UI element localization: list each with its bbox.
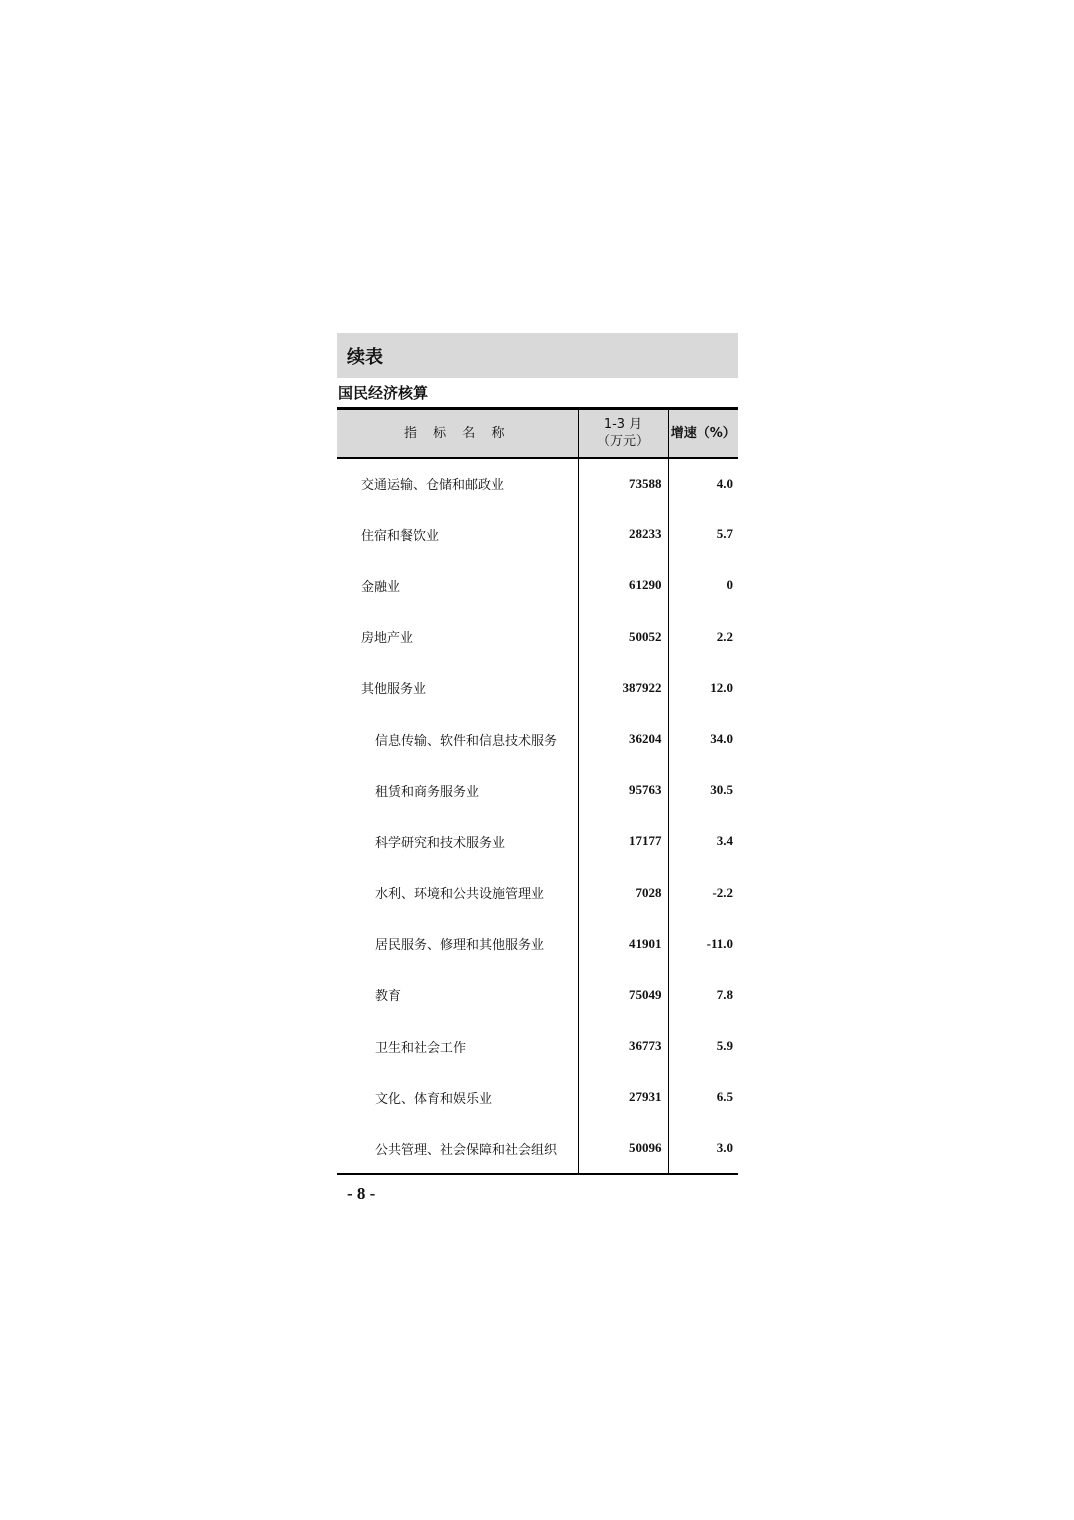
row-indicator-name: 信息传输、软件和信息技术服务: [375, 733, 558, 749]
header-value-unit: （万元）: [596, 434, 649, 450]
row-growth-rate: -2.2: [668, 867, 738, 918]
row-growth-rate: 6.5: [668, 1072, 738, 1123]
row-indicator-name: 水利、环境和公共设施管理业: [375, 887, 545, 903]
table-header-row: [337, 409, 738, 458]
table-row: [337, 1123, 738, 1174]
row-value: 387922: [578, 662, 668, 713]
row-indicator-name: 居民服务、修理和其他服务业: [375, 938, 545, 954]
header-indicator-name: 指 标 名 称: [337, 409, 578, 458]
row-growth-rate: 2.2: [668, 611, 738, 662]
row-value: 50096: [578, 1123, 668, 1174]
row-value: 41901: [578, 918, 668, 969]
row-indicator-name: 公共管理、社会保障和社会组织: [337, 1123, 578, 1174]
row-value: 28233: [578, 509, 668, 560]
table-row: [337, 867, 738, 918]
row-indicator-name: 住宿和餐饮业: [361, 528, 440, 544]
row-value: 95763: [578, 765, 668, 816]
row-indicator-name: 卫生和社会工作: [375, 1040, 467, 1056]
row-indicator-name: 文化、体育和娱乐业: [375, 1091, 493, 1107]
row-growth-rate: 4.0: [668, 458, 738, 509]
row-growth-rate: 5.7: [668, 509, 738, 560]
table-row: [337, 765, 738, 816]
row-growth-rate: 3.4: [668, 816, 738, 867]
table-row: [337, 969, 738, 1020]
row-growth-rate: 7.8: [668, 969, 738, 1020]
table-body: [337, 458, 738, 1175]
section-title: 国民经济核算: [338, 384, 429, 402]
row-value: 61290: [578, 560, 668, 611]
table-row: [337, 1072, 738, 1123]
continued-banner: [337, 333, 738, 378]
page-number: - 8 -: [347, 1184, 376, 1203]
row-growth-rate: 0: [668, 560, 738, 611]
table-row: [337, 611, 738, 662]
table-row: [337, 509, 738, 560]
row-indicator-name: 科学研究和技术服务业: [375, 835, 506, 851]
row-indicator-name: 教育: [375, 989, 402, 1005]
row-value: 36204: [578, 713, 668, 764]
row-value: 7028: [578, 867, 668, 918]
table-row: [337, 560, 738, 611]
table-row: [337, 662, 738, 713]
header-value-period: 1-3 月: [603, 417, 643, 433]
row-indicator-name: 租赁和商务服务业: [375, 784, 480, 800]
table-row: [337, 1021, 738, 1072]
row-growth-rate: -11.0: [668, 918, 738, 969]
header-value: [578, 409, 668, 458]
row-indicator-name: 交通运输、仓储和邮政业: [361, 478, 505, 494]
continued-label: 续表: [347, 346, 383, 368]
row-value: 36773: [578, 1021, 668, 1072]
row-growth-rate: 3.0: [668, 1123, 738, 1174]
row-indicator-name: 金融业: [361, 579, 401, 595]
row-value: 17177: [578, 816, 668, 867]
row-value: 75049: [578, 969, 668, 1020]
table-row: [337, 918, 738, 969]
table-row: [337, 816, 738, 867]
table-row: [337, 713, 738, 764]
row-indicator-name: 房地产业: [361, 631, 414, 647]
table-row: [337, 458, 738, 509]
row-value: 27931: [578, 1072, 668, 1123]
row-growth-rate: 5.9: [668, 1021, 738, 1072]
row-indicator-name: 其他服务业: [361, 682, 427, 698]
indicator-table: [337, 407, 738, 1175]
row-growth-rate: 34.0: [668, 713, 738, 764]
row-growth-rate: 12.0: [668, 662, 738, 713]
row-growth-rate: 30.5: [668, 765, 738, 816]
header-growth-rate: 增速（%）: [668, 409, 738, 458]
row-value: 73588: [578, 458, 668, 509]
row-value: 50052: [578, 611, 668, 662]
